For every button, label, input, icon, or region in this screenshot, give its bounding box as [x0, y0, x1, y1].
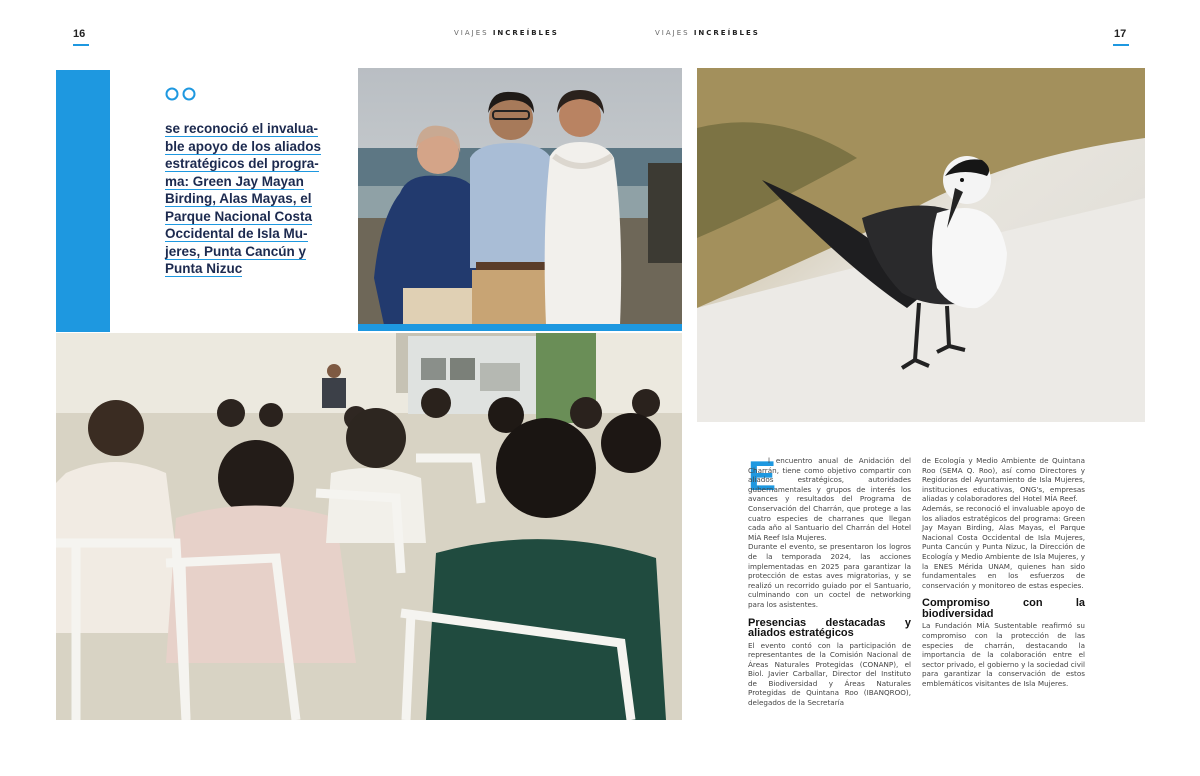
- pull-quote-line: Parque Nacional Costa: [165, 208, 313, 224]
- running-head-bold: INCREÍBLES: [492, 29, 559, 37]
- left-page-number: 16: [73, 28, 86, 40]
- article-column-2: [922, 456, 1085, 688]
- pull-quote-line: se reconoció el invalua-: [165, 121, 319, 136]
- audience-presentation-photo: [56, 333, 682, 720]
- accent-blue-line: [358, 324, 682, 331]
- pull-quote-box: [110, 70, 358, 345]
- pull-quote-line: ma: Green Jay Mayan: [165, 173, 304, 189]
- right-page-number-underline: [1113, 44, 1129, 46]
- running-head-light: VIAJES: [454, 29, 489, 37]
- pull-quote-line: jeres, Punta Cancún y: [165, 243, 307, 259]
- article-paragraph: l encuentro anual de Anidación del Charrán, tiene como objetivo compartir con aliados estratégicos, autoridades gubernamentales y grupos de interés los avances y resultados del Programa de Conservación del Charrán, que protege a las cuatro especies de charranes que llegan cada año al Santuario del Charrán del Hotel MÍA Reef Isla Mujeres.: [748, 456, 911, 542]
- accent-blue-block: [56, 70, 111, 332]
- running-head-light: VIAJES: [655, 29, 690, 37]
- double-circle-quote-icon: [165, 86, 199, 107]
- right-page-number: 17: [1114, 28, 1127, 40]
- running-head-bold: INCREÍBLES: [693, 29, 760, 37]
- bird-photo: [697, 68, 1145, 422]
- article-paragraph: Además, se reconoció el invaluable apoyo de los aliados estratégicos del programa: Green Jay Mayan Birding, Alas Mayas, el Parque Nacional Costa Occidental de Isla Mujeres, Punta Cancún y Punta Nizuc, la Dirección de Ecología y Medio Ambiente de Isla Mujeres, y la ENES Mérida UNAM, quienes han sido fundamentales en los esfuerzos de conservación y monitoreo de estas especies.: [922, 503, 1085, 590]
- pull-quote-line: Punta Nizuc: [165, 261, 243, 276]
- article-dropcap: E: [748, 452, 777, 499]
- pull-quote-line: ble apoyo de los aliados: [165, 138, 322, 154]
- article-paragraph: de Ecología y Medio Ambiente de Quintana Roo (SEMA Q. Roo), así como Directores y Regidoras del Ayuntamiento de Isla Mujeres, instituciones educativas, ONG's, empresas aliadas y colaboradores del Hotel MÍA Reef.: [922, 456, 1085, 504]
- running-head-right: [655, 29, 760, 37]
- left-page-number-underline: [73, 44, 89, 46]
- pull-quote-line: Birding, Alas Mayas, el: [165, 191, 312, 206]
- pull-quote-text: [165, 120, 337, 278]
- article-column-1: [748, 452, 911, 708]
- pull-quote-line: estratégicos del progra-: [165, 156, 319, 171]
- article-paragraph: Durante el evento, se presentaron los logros de la temporada 2024, las acciones implementadas en 2025 para garantizar la protección de estas aves migratorias, y se realizó un recorrido guiado por el Santuario, culminando con un coctel de networking para los asistentes.: [748, 542, 911, 609]
- section-heading-compromiso: Compromiso con la biodiversidad: [922, 597, 1085, 620]
- article-paragraph: El evento contó con la participación de representantes de la Comisión Nacional de Áreas Naturales Protegidas (CONANP), el Biol. Javier Carballar, Director del Instituto de Biodiversidad y Áreas Naturales Protegidas de Quintana Roo (IBANQROO), delegados de la Secretaría: [748, 640, 911, 708]
- group-portrait-photo: [358, 68, 682, 325]
- pull-quote-line: Occidental de Isla Mu-: [165, 226, 308, 241]
- running-head-left: [454, 29, 559, 37]
- section-heading-presencias: Presencias destacadas y aliados estratégicos: [748, 616, 911, 639]
- article-paragraph: La Fundación MÍA Sustentable reafirmó su compromiso con la protección de las especies de charrán, destacando la importancia de la colaboración entre el sector privado, el gobierno y la sociedad civil para garantizar la conservación de estos emblemáticos visitantes de Isla Mujeres.: [922, 621, 1085, 688]
